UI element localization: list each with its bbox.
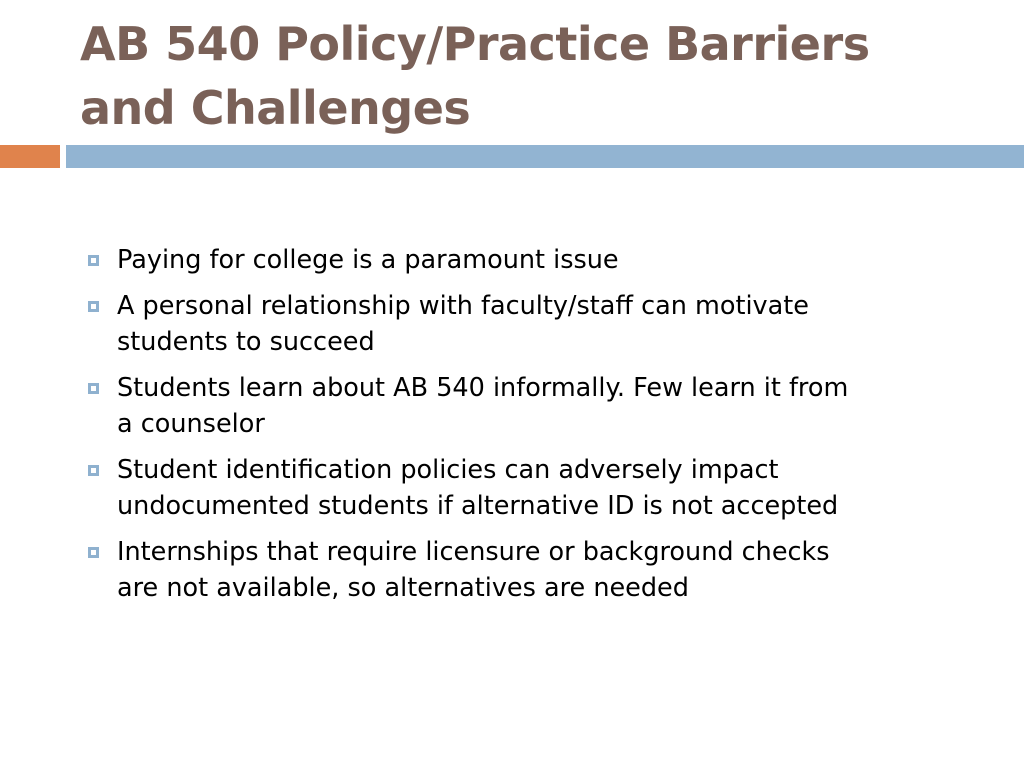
- bullet-list: [88, 242, 968, 616]
- hollow-square-bullet-icon: [88, 383, 99, 394]
- slide-title-line-2: and Challenges: [80, 81, 471, 135]
- bullet-item: [88, 452, 968, 525]
- bullet-text-line: Student identification policies can adversely impact: [117, 454, 779, 485]
- bullet-item: [88, 242, 968, 279]
- bullet-text-line: undocumented students if alternative ID is not accepted: [117, 491, 839, 521]
- bullet-text-line: students to succeed: [117, 327, 375, 357]
- bullet-text-line: Students learn about AB 540 informally. Few learn it from: [117, 372, 849, 403]
- bullet-item: [88, 288, 968, 361]
- bullet-text-line: Paying for college is a paramount issue: [117, 245, 619, 275]
- bullet-item: [88, 370, 968, 443]
- title-accent-bar-orange: [0, 145, 60, 168]
- bullet-text-line: are not available, so alternatives are needed: [117, 573, 689, 603]
- title-accent-bar-blue: [66, 145, 1024, 168]
- hollow-square-bullet-icon: [88, 301, 99, 312]
- hollow-square-bullet-icon: [88, 255, 99, 266]
- hollow-square-bullet-icon: [88, 547, 99, 558]
- bullet-item: [88, 534, 968, 607]
- slide-title-line-1: AB 540 Policy/Practice Barriers: [80, 17, 870, 71]
- bullet-text-line: a counselor: [117, 409, 265, 439]
- bullet-text-line: Internships that require licensure or background checks: [117, 536, 830, 567]
- bullet-text-line: A personal relationship with faculty/staff can motivate: [117, 290, 809, 321]
- slide-title: [80, 12, 1000, 140]
- hollow-square-bullet-icon: [88, 465, 99, 476]
